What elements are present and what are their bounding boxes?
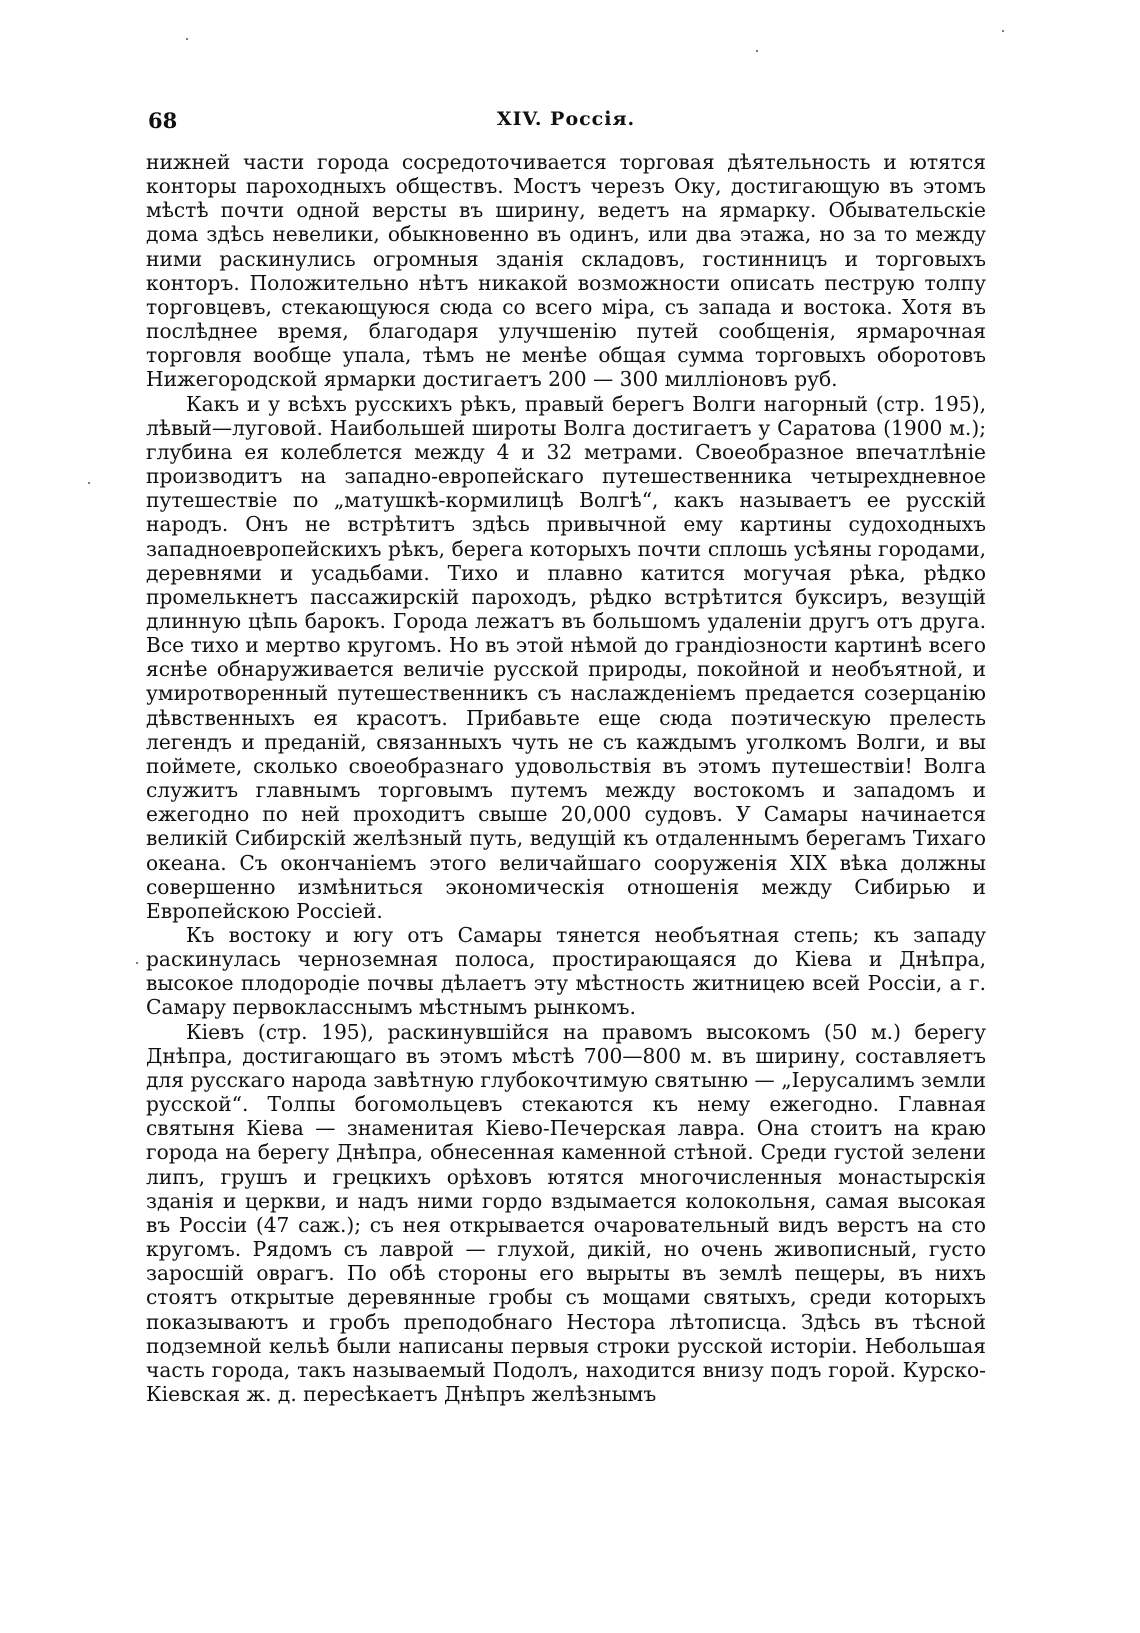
page-header <box>148 108 984 138</box>
paragraph-volga: Какъ и у всѣхъ русскихъ рѣкъ, правый берегъ Волги нагорный (стр. 195), лѣвый—луговой. Наибольшей широты Волга достигаетъ у Саратова (1900 м.); глубина ея колеблется между 4 и 32 метрами. Своеобразное впечатлѣніе производитъ на западно-европейскаго путешественника четырехдневное путешествіе по „матушкѣ-кормилицѣ Волгѣ“, какъ называетъ ее русскій народъ. Онъ не встрѣтитъ здѣсь привычной ему картины судоходныхъ западноевропейскихъ рѣкъ, берега которыхъ почти сплошь усѣяны городами, деревнями и усадьбами. Тихо и плавно катится могучая рѣка, рѣдко промелькнетъ пассажирскій пароходъ, рѣдко встрѣтится буксиръ, везущій длинную цѣпь барокъ. Города лежатъ въ большомъ удаленіи другъ отъ друга. Все тихо и мертво кругомъ. Но въ этой нѣмой до грандіозности картинѣ всего яснѣе обнаруживается величіе русской природы, покойной и необъятной, и умиротворенный путешественникъ съ наслажденіемъ предается созерцанію дѣвственныхъ ея красотъ. Прибавьте еще сюда поэтическую прелесть легендъ и преданій, связанныхъ чуть не съ каждымъ уголкомъ Волги, и вы поймете, сколько своеобразнаго удовольствія въ этомъ путешествіи! Волга служитъ главнымъ торговымъ путемъ между востокомъ и западомъ и ежегодно по ней проходитъ свыше 20,000 судовъ. У Самары начинается великій Сибирскій желѣзный путь, ведущій къ отдаленнымъ берегамъ Тихаго океана. Съ окончаніемъ этого величайшаго сооруженія XIX вѣка должны совершенно измѣниться экономическія отношенія между Сибирью и Европейскою Россіей. <box>146 391 986 923</box>
page-number: 68 <box>148 108 178 133</box>
scan-speck <box>1002 30 1004 32</box>
scan-speck <box>756 50 758 52</box>
running-head: XIV. Россія. <box>496 108 636 130</box>
scan-speck <box>186 38 188 40</box>
scan-speck <box>136 962 138 964</box>
paragraph-nizhny-novgorod: нижней части города сосредоточивается торговая дѣятельность и ютятся конторы пароходныхъ обществъ. Мостъ черезъ Оку, достигающую въ этомъ мѣстѣ почти одной версты въ ширину, ведетъ на ярмарку. Обывательскіе дома здѣсь невелики, обыкновенно въ одинъ, или два этажа, но за то между ними раскинулись огромныя зданія складовъ, гостинницъ и торговыхъ конторъ. Положительно нѣтъ никакой возможности описать пеструю толпу торговцевъ, стекающуюся сюда со всего міра, съ запада и востока. Хотя въ послѣднее время, благодаря улучшенію путей сообщенія, ярмарочная торговля вообще упала, тѣмъ не менѣе общая сумма торговыхъ оборотовъ Нижегородской ярмарки достигаетъ 200 — 300 милліоновъ руб. <box>146 150 986 392</box>
scan-speck <box>88 482 90 484</box>
paragraph-kiev: Кіевъ (стр. 195), раскинувшійся на правомъ высокомъ (50 м.) берегу Днѣпра, достигающаго въ этомъ мѣстѣ 700—800 м. въ ширину, составляетъ для русскаго народа завѣтную глубокочтимую святыню — „Іерусалимъ земли русской“. Толпы богомольцевъ стекаются къ нему ежегодно. Главная святыня Кіева — знаменитая Кіево-Печерская лавра. Она стоитъ на краю города на берегу Днѣпра, обнесенная каменной стѣной. Среди густой зелени липъ, грушъ и грецкихъ орѣховъ ютятся многочисленныя монастырскія зданія и церкви, и надъ ними гордо вздымается колокольня, самая высокая въ Россіи (47 саж.); съ нея открывается очаровательный видъ верстъ на сто кругомъ. Рядомъ съ лаврой — глухой, дикій, но очень живописный, густо заросшій оврагъ. По обѣ стороны его вырыты въ землѣ пещеры, въ нихъ стоятъ открытые деревянные гробы съ мощами святыхъ, среди которыхъ показываютъ и гробъ преподобнаго Нестора лѣтописца. Здѣсь въ тѣсной подземной кельѣ были написаны первыя строки русской исторіи. Небольшая часть города, такъ называемый Подолъ, находится внизу подъ горой. Курско-Кіевская ж. д. пересѣкаетъ Днѣпръ желѣзнымъ <box>146 1019 986 1406</box>
paragraph-samara: Къ востоку и югу отъ Самары тянется необъятная степь; къ западу раскинулась черноземная полоса, простирающаяся до Кіева и Днѣпра, высокое плодородіе почвы дѣлаетъ эту мѣстность житницею всей Россіи, а г. Самару первокласснымъ мѣстнымъ рынкомъ. <box>146 923 986 1020</box>
body-text <box>146 150 986 1406</box>
